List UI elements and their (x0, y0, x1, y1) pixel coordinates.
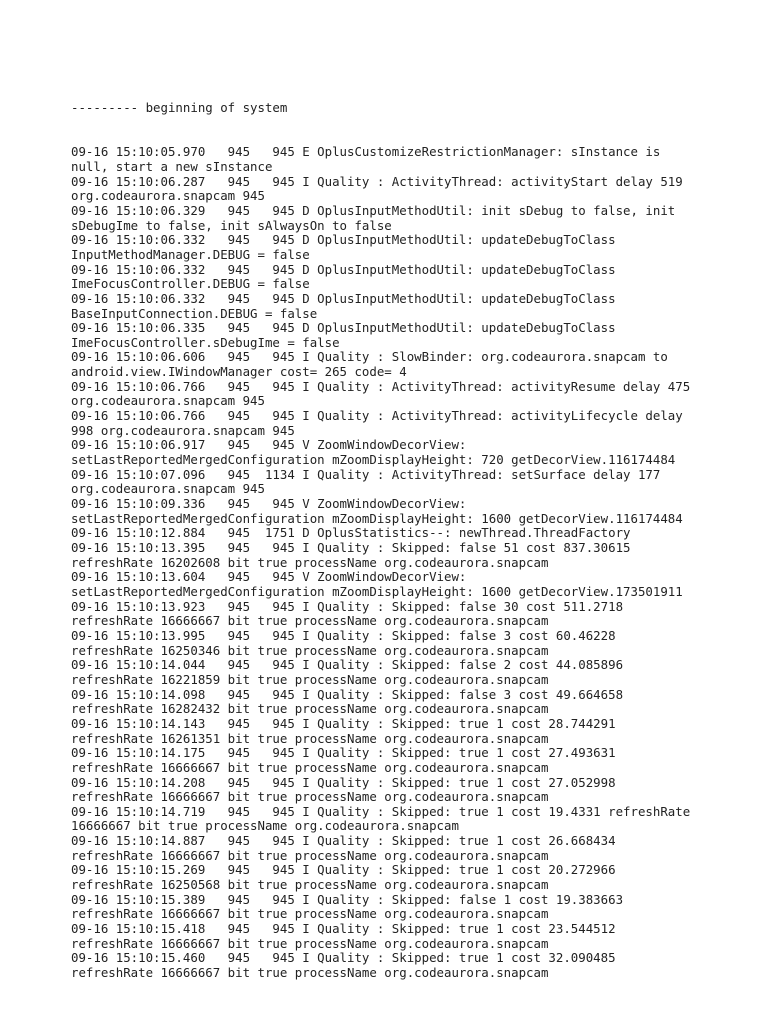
log-line: 09-16 15:10:07.096 945 1134 I Quality : ActivityThread: setSurface delay 177 (71, 466, 661, 482)
log-line: 09-16 15:10:15.389 945 945 I Quality : Skipped: false 1 cost 19.383663 (71, 891, 624, 907)
log-line: sDebugIme to false, init sAlwaysOn to false (71, 217, 392, 233)
log-line: refreshRate 16221859 bit true processName org.codeaurora.snapcam (71, 671, 549, 687)
log-line: 09-16 15:10:06.332 945 945 D OplusInputMethodUtil: updateDebugToClass (71, 290, 616, 306)
log-line: 09-16 15:10:12.884 945 1751 D OplusStatistics--: newThread.ThreadFactory (71, 525, 631, 541)
log-line: 09-16 15:10:14.887 945 945 I Quality : Skipped: true 1 cost 26.668434 (71, 833, 616, 849)
log-line: 09-16 15:10:06.332 945 945 D OplusInputMethodUtil: updateDebugToClass (71, 232, 616, 248)
log-line: 09-16 15:10:06.332 945 945 D OplusInputMethodUtil: updateDebugToClass (71, 261, 616, 277)
log-line: 16666667 bit true processName org.codeaurora.snapcam (71, 818, 459, 834)
log-line: 09-16 15:10:15.418 945 945 I Quality : Skipped: true 1 cost 23.544512 (71, 921, 616, 937)
log-line: refreshRate 16282432 bit true processName org.codeaurora.snapcam (71, 701, 549, 717)
log-line: refreshRate 16666667 bit true processName org.codeaurora.snapcam (71, 935, 549, 951)
log-line: refreshRate 16202608 bit true processName org.codeaurora.snapcam (71, 554, 549, 570)
log-header: --------- beginning of system (71, 100, 288, 116)
log-line: refreshRate 16666667 bit true processName org.codeaurora.snapcam (71, 759, 549, 775)
log-line: refreshRate 16261351 bit true processName org.codeaurora.snapcam (71, 730, 549, 746)
log-line: 09-16 15:10:13.604 945 945 V ZoomWindowDecorView: (71, 569, 467, 585)
log-line: setLastReportedMergedConfiguration mZoomDisplayHeight: 720 getDecorView.116174484 (71, 452, 676, 468)
log-line: BaseInputConnection.DEBUG = false (71, 305, 318, 321)
log-line: 09-16 15:10:14.098 945 945 I Quality : Skipped: false 3 cost 49.664658 (71, 686, 624, 702)
log-line: 09-16 15:10:06.766 945 945 I Quality : ActivityThread: activityResume delay 475 (71, 378, 691, 394)
log-line: org.codeaurora.snapcam 945 (71, 188, 265, 204)
log-line: 09-16 15:10:13.923 945 945 I Quality : Skipped: false 30 cost 511.2718 (71, 598, 624, 614)
log-line: 09-16 15:10:15.460 945 945 I Quality : Skipped: true 1 cost 32.090485 (71, 950, 616, 966)
log-line: refreshRate 16666667 bit true processName org.codeaurora.snapcam (71, 613, 549, 629)
log-line: 09-16 15:10:14.208 945 945 I Quality : Skipped: true 1 cost 27.052998 (71, 774, 616, 790)
log-line: refreshRate 16666667 bit true processName org.codeaurora.snapcam (71, 789, 549, 805)
log-line: ImeFocusController.sDebugIme = false (71, 334, 340, 350)
log-line: 09-16 15:10:05.970 945 945 E OplusCustomizeRestrictionManager: sInstance is (71, 144, 661, 160)
log-lines (71, 145, 711, 980)
log-line: android.view.IWindowManager cost= 265 code= 4 (71, 364, 407, 380)
log-line: org.codeaurora.snapcam 945 (71, 393, 265, 409)
log-document (71, 72, 711, 995)
log-line: 09-16 15:10:06.287 945 945 I Quality : ActivityThread: activityStart delay 519 (71, 173, 683, 189)
log-line: 09-16 15:10:14.044 945 945 I Quality : Skipped: false 2 cost 44.085896 (71, 657, 624, 673)
log-line: 09-16 15:10:09.336 945 945 V ZoomWindowDecorView: (71, 496, 467, 512)
log-line: 09-16 15:10:15.269 945 945 I Quality : Skipped: true 1 cost 20.272966 (71, 862, 616, 878)
log-line: 09-16 15:10:14.719 945 945 I Quality : Skipped: true 1 cost 19.4331 refreshRate (71, 803, 691, 819)
log-line: 09-16 15:10:06.917 945 945 V ZoomWindowDecorView: (71, 437, 467, 453)
log-line: InputMethodManager.DEBUG = false (71, 246, 310, 262)
log-line: 09-16 15:10:13.995 945 945 I Quality : Skipped: false 3 cost 60.46228 (71, 627, 616, 643)
log-line: refreshRate 16666667 bit true processName org.codeaurora.snapcam (71, 906, 549, 922)
log-line: 09-16 15:10:06.606 945 945 I Quality : SlowBinder: org.codeaurora.snapcam to (71, 349, 668, 365)
log-line: 09-16 15:10:13.395 945 945 I Quality : Skipped: false 51 cost 837.30615 (71, 540, 631, 555)
log-line: setLastReportedMergedConfiguration mZoomDisplayHeight: 1600 getDecorView.116174484 (71, 510, 683, 526)
log-line: org.codeaurora.snapcam 945 (71, 481, 265, 497)
log-line: 09-16 15:10:06.335 945 945 D OplusInputMethodUtil: updateDebugToClass (71, 320, 616, 336)
log-line: refreshRate 16666667 bit true processName org.codeaurora.snapcam (71, 965, 549, 981)
log-line: 09-16 15:10:14.175 945 945 I Quality : Skipped: true 1 cost 27.493631 (71, 745, 616, 761)
log-line: null, start a new sInstance (71, 158, 273, 174)
log-line: ImeFocusController.DEBUG = false (71, 276, 310, 292)
log-line: 09-16 15:10:06.329 945 945 D OplusInputMethodUtil: init sDebug to false, init (71, 202, 676, 218)
log-line: 998 org.codeaurora.snapcam 945 (71, 422, 295, 438)
log-line: refreshRate 16666667 bit true processName org.codeaurora.snapcam (71, 847, 549, 863)
log-line: refreshRate 16250346 bit true processName org.codeaurora.snapcam (71, 642, 549, 658)
log-line: 09-16 15:10:14.143 945 945 I Quality : Skipped: true 1 cost 28.744291 (71, 715, 616, 731)
log-line: refreshRate 16250568 bit true processName org.codeaurora.snapcam (71, 877, 549, 893)
log-line: 09-16 15:10:06.766 945 945 I Quality : ActivityThread: activityLifecycle delay (71, 408, 683, 424)
log-line: setLastReportedMergedConfiguration mZoomDisplayHeight: 1600 getDecorView.173501911 (71, 583, 683, 599)
